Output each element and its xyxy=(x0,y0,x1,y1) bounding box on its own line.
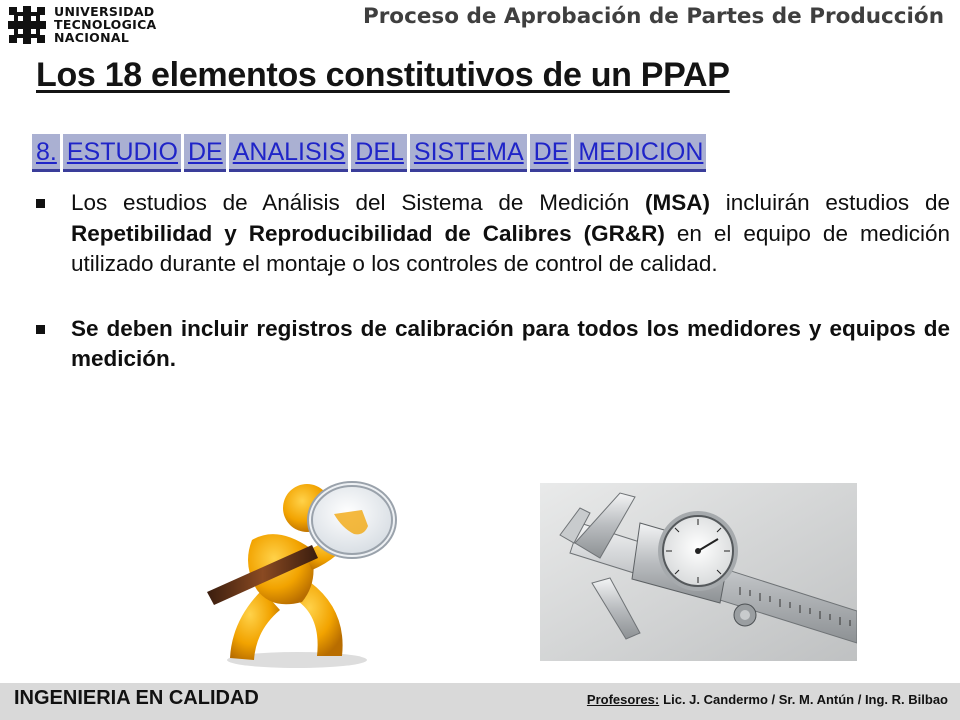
section-word: 8. xyxy=(32,134,60,172)
magnifier-figure-image xyxy=(192,470,412,670)
logo-line-1: UNIVERSIDAD xyxy=(54,4,155,19)
footer-professors xyxy=(587,692,948,707)
bullet-item xyxy=(34,314,950,375)
square-bullet-icon xyxy=(36,325,45,334)
footer-course-title: INGENIERIA EN CALIDAD xyxy=(14,687,259,709)
professors-names: Lic. J. Candermo / Sr. M. Antún / Ing. R. Bilbao xyxy=(663,692,948,707)
bullet-text: Se deben incluir registros de calibración para todos los medidores y equipos de medición. xyxy=(71,315,950,371)
section-heading xyxy=(32,134,706,172)
professors-label: Profesores: xyxy=(586,692,660,707)
bullet-text: en el equipo de medición utilizado durante el montaje o los controles de control de calidad. xyxy=(71,220,951,276)
utn-logo xyxy=(6,4,176,46)
footer-bar xyxy=(0,683,960,720)
square-bullet-icon xyxy=(36,199,45,208)
section-word: DE xyxy=(530,134,572,172)
utn-emblem-icon xyxy=(6,4,48,46)
logo-text xyxy=(54,5,157,44)
section-word: ANALISIS xyxy=(229,134,349,172)
logo-line-2: TECNOLOGICA xyxy=(54,17,157,32)
bullet-text: incluirán estudios de xyxy=(710,190,950,215)
bullet-bold-text: Repetibilidad y Reproducibilidad de Calibres (GR&R) xyxy=(71,220,665,246)
section-word: DEL xyxy=(351,134,407,172)
section-word: SISTEMA xyxy=(410,134,527,172)
section-word: DE xyxy=(184,134,226,172)
bullet-bold-text: (MSA) xyxy=(645,190,711,215)
section-word: MEDICION xyxy=(574,134,706,172)
vernier-caliper-image xyxy=(540,483,857,661)
bullet-text: Los estudios de Análisis del Sistema de Medición xyxy=(71,190,646,215)
bullet-item xyxy=(34,188,950,280)
bullet-list xyxy=(34,188,950,375)
section-word: ESTUDIO xyxy=(63,134,181,172)
logo-line-3: NACIONAL xyxy=(54,30,130,45)
slide-title: Los 18 elementos constitutivos de un PPAP xyxy=(36,56,730,94)
header-title: Proceso de Aprobación de Partes de Producción xyxy=(362,4,944,29)
